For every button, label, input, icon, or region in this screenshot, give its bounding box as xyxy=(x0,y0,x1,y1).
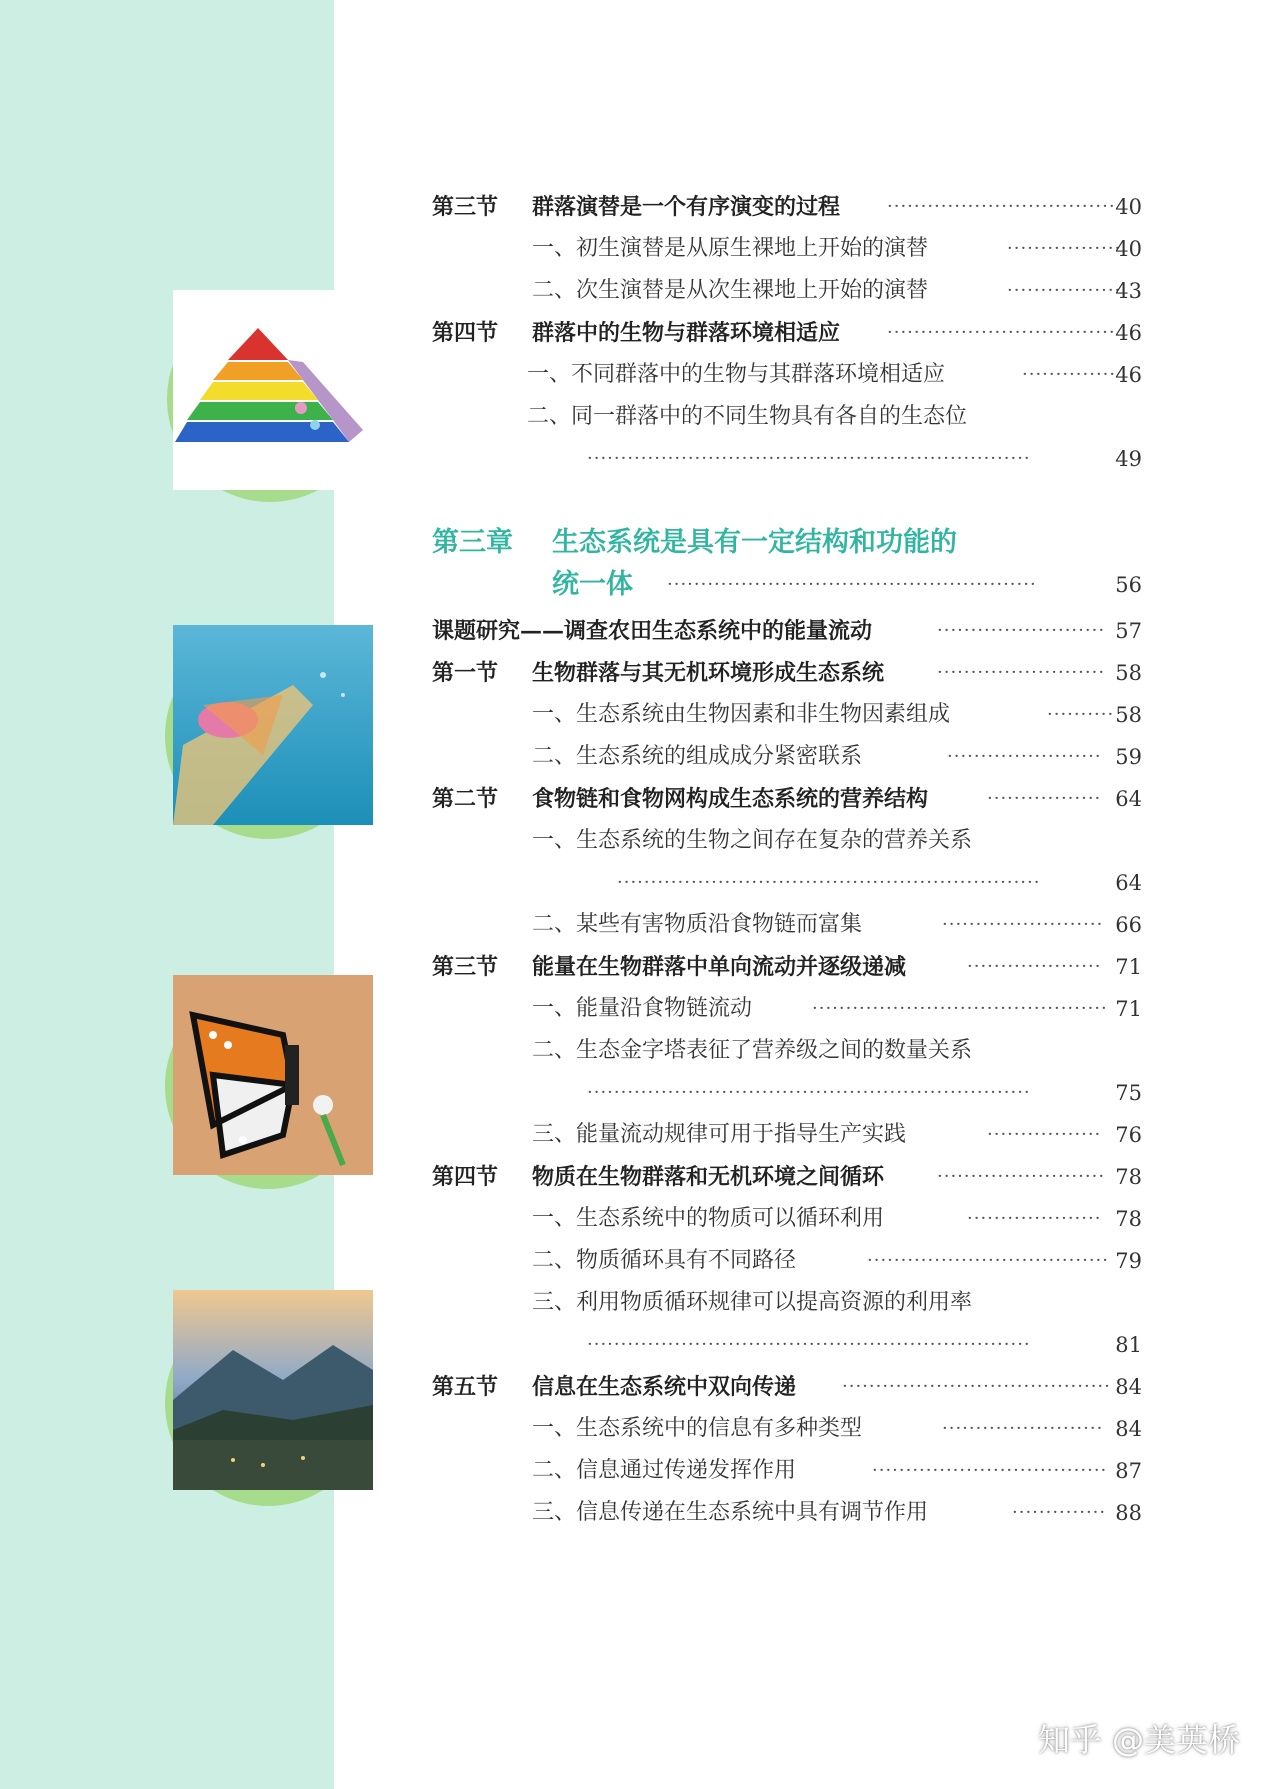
section-title: 生物群落与其无机环境形成生态系统 xyxy=(532,660,885,686)
toc-item[interactable]: 一、生态系统中的信息有多种类型 ························ 84 xyxy=(432,1412,1142,1446)
page-number: 75 xyxy=(1115,1081,1142,1105)
toc-chapter[interactable]: 统一体 ······················································· 56 xyxy=(552,569,1142,600)
toc-item[interactable]: 二、生态系统的组成成分紧密联系 ······················· 59 xyxy=(432,740,1142,774)
toc-item[interactable] xyxy=(432,1286,1142,1320)
toc-item[interactable]: 二、次生演替是从次生裸地上开始的演替 ················· 43 xyxy=(432,274,1142,308)
toc-item[interactable]: 二、物质循环具有不同路径 ···································· 79 xyxy=(432,1244,1142,1278)
item-title: 二、某些有害物质沿食物链而富集 xyxy=(532,912,863,937)
toc-item[interactable]: 一、能量沿食物链流动 ············································ 71 xyxy=(432,992,1142,1026)
page-number: 59 xyxy=(1115,745,1142,769)
page-number: 81 xyxy=(1115,1333,1142,1357)
toc-section[interactable]: 第一节 生物群落与其无机环境形成生态系统 ························· 58 xyxy=(432,656,1142,690)
toc-item-continuation: ·································································· 49 xyxy=(432,442,1142,476)
item-title: 二、同一群落中的不同生物具有各自的生态位 xyxy=(527,404,968,429)
item-title: 一、生态系统中的信息有多种类型 xyxy=(532,1416,863,1441)
page-number: 40 xyxy=(1115,237,1142,261)
page-number: 64 xyxy=(1115,787,1142,811)
section-title: 群落演替是一个有序演变的过程 xyxy=(532,194,841,220)
page-number: 57 xyxy=(1115,619,1142,643)
page-number: 88 xyxy=(1115,1501,1142,1525)
item-title: 三、利用物质循环规律可以提高资源的利用率 xyxy=(532,1290,973,1315)
page-number: 71 xyxy=(1115,997,1142,1021)
watermark: 知乎 @美英桥 xyxy=(1037,1721,1240,1759)
toc-section[interactable]: 第三节 群落演替是一个有序演变的过程 ·································· 40 xyxy=(432,190,1142,224)
item-title: 二、生态金字塔表征了营养级之间的数量关系 xyxy=(532,1038,973,1063)
page-number: 66 xyxy=(1115,913,1142,937)
toc-item[interactable]: 一、不同群落中的生物与其群落环境相适应 ·············· 46 xyxy=(432,358,1142,392)
page-number: 79 xyxy=(1115,1249,1142,1273)
item-title: 二、生态系统的组成成分紧密联系 xyxy=(532,744,863,769)
page-number: 84 xyxy=(1115,1417,1142,1441)
page-number: 56 xyxy=(1115,573,1142,597)
item-title: 二、次生演替是从次生裸地上开始的演替 xyxy=(532,278,929,303)
toc-section[interactable]: 第四节 物质在生物群落和无机环境之间循环 ························· 78 xyxy=(432,1160,1142,1194)
section-title: 能量在生物群落中单向流动并逐级递减 xyxy=(532,954,907,980)
toc-section[interactable]: 第三节 能量在生物群落中单向流动并逐级递减 ···················· 71 xyxy=(432,950,1142,984)
item-title: 一、能量沿食物链流动 xyxy=(532,996,753,1021)
toc-item-continuation: ······························································· 64 xyxy=(432,866,1142,900)
toc-section[interactable]: 第五节 信息在生态系统中双向传递 ········································ 84 xyxy=(432,1370,1142,1404)
page-number: 49 xyxy=(1115,447,1142,471)
side-strip xyxy=(0,0,334,1789)
page-number: 84 xyxy=(1115,1375,1142,1399)
toc-item[interactable]: 三、能量流动规律可用于指导生产实践 ················· 76 xyxy=(432,1118,1142,1152)
item-title: 一、生态系统的生物之间存在复杂的营养关系 xyxy=(532,828,973,853)
toc-project[interactable]: 课题研究——调查农田生态系统中的能量流动 ························· 57 xyxy=(432,614,1142,648)
section-title: 食物链和食物网构成生态系统的营养结构 xyxy=(532,786,929,812)
page-number: 76 xyxy=(1115,1123,1142,1147)
section-label: 第一节 xyxy=(432,660,499,686)
section-label: 第四节 xyxy=(432,320,499,346)
item-title: 一、生态系统由生物因素和非生物因素组成 xyxy=(532,702,951,727)
toc-item[interactable] xyxy=(432,400,1142,434)
chapter-title-line2: 统一体 xyxy=(552,569,633,600)
item-title: 二、物质循环具有不同路径 xyxy=(532,1248,797,1273)
page-number: 46 xyxy=(1115,321,1142,345)
toc-item[interactable]: 一、初生演替是从原生裸地上开始的演替 ················· 40 xyxy=(432,232,1142,266)
section-label: 第二节 xyxy=(432,786,499,812)
section-label: 第三节 xyxy=(432,954,499,980)
item-title: 一、生态系统中的物质可以循环利用 xyxy=(532,1206,885,1231)
project-title: 课题研究——调查农田生态系统中的能量流动 xyxy=(432,618,873,644)
section-label: 第四节 xyxy=(432,1164,499,1190)
item-title: 三、能量流动规律可用于指导生产实践 xyxy=(532,1122,907,1147)
section-title: 信息在生态系统中双向传递 xyxy=(532,1374,797,1400)
toc-item-continuation: ·································································· 75 xyxy=(432,1076,1142,1110)
section-label: 第五节 xyxy=(432,1374,499,1400)
page-number: 46 xyxy=(1115,363,1142,387)
toc-item[interactable]: 二、信息通过传递发挥作用 ··································· 87 xyxy=(432,1454,1142,1488)
toc-section[interactable]: 第二节 食物链和食物网构成生态系统的营养结构 ················· 64 xyxy=(432,782,1142,816)
item-title: 一、初生演替是从原生裸地上开始的演替 xyxy=(532,236,929,261)
toc-section[interactable]: 第四节 群落中的生物与群落环境相适应 ·································· 46 xyxy=(432,316,1142,350)
toc-item[interactable]: 一、生态系统由生物因素和非生物因素组成 ·········· 58 xyxy=(432,698,1142,732)
toc-item[interactable]: 二、某些有害物质沿食物链而富集 ························ 66 xyxy=(432,908,1142,942)
page-number: 58 xyxy=(1115,703,1142,727)
toc-item-continuation: ·································································· 81 xyxy=(432,1328,1142,1362)
toc-item[interactable]: 一、生态系统中的物质可以循环利用 ···················· 78 xyxy=(432,1202,1142,1236)
toc-item[interactable] xyxy=(432,824,1142,858)
page-number: 71 xyxy=(1115,955,1142,979)
item-title: 三、信息传递在生态系统中具有调节作用 xyxy=(532,1500,929,1525)
section-title: 物质在生物群落和无机环境之间循环 xyxy=(532,1164,885,1190)
page-number: 78 xyxy=(1115,1207,1142,1231)
item-title: 二、信息通过传递发挥作用 xyxy=(532,1458,797,1483)
page-number: 78 xyxy=(1115,1165,1142,1189)
page-number: 40 xyxy=(1115,195,1142,219)
toc-item[interactable]: 三、信息传递在生态系统中具有调节作用 ·············· 88 xyxy=(432,1496,1142,1530)
page-number: 87 xyxy=(1115,1459,1142,1483)
section-title: 群落中的生物与群落环境相适应 xyxy=(532,320,841,346)
page-number: 43 xyxy=(1115,279,1142,303)
chapter-label: 第三章 xyxy=(432,527,513,558)
section-label: 第三节 xyxy=(432,194,499,220)
page-number: 64 xyxy=(1115,871,1142,895)
page-number: 58 xyxy=(1115,661,1142,685)
toc-item[interactable] xyxy=(432,1034,1142,1068)
item-title: 一、不同群落中的生物与其群落环境相适应 xyxy=(527,362,946,387)
chapter-title-line1[interactable]: 生态系统是具有一定结构和功能的 xyxy=(552,527,957,558)
